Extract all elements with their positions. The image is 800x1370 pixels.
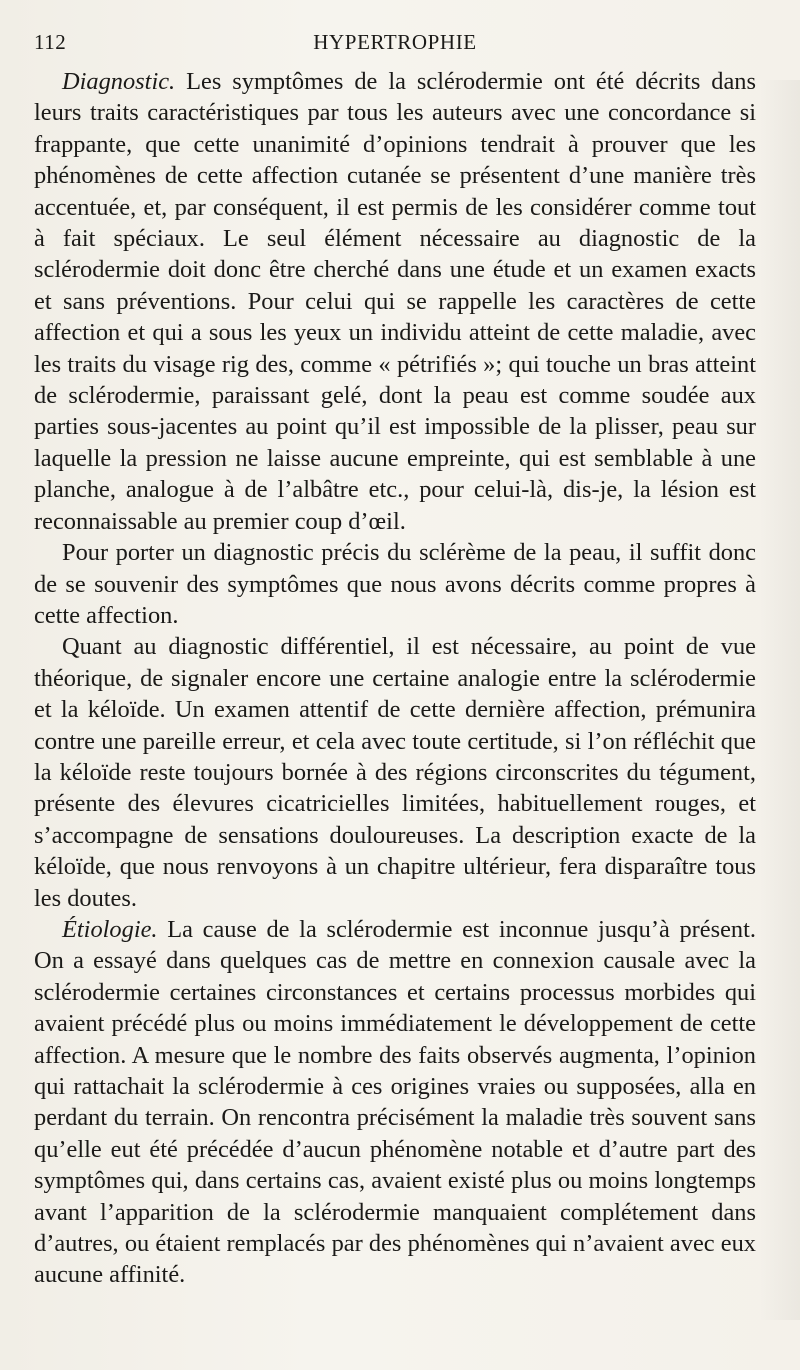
paragraph-diagnostic-precise xyxy=(34,537,756,631)
paragraph-diagnostic xyxy=(34,66,756,537)
paragraph-etiology xyxy=(34,914,756,1291)
body-text xyxy=(34,66,756,1291)
section-label-etiology: Étiologie. xyxy=(62,915,158,943)
paragraph-text: Pour porter un diagnostic précis du sclérème de la peau, il suffit donc de se souvenir des symptômes que nous avons décrits comme propres à cette affection. xyxy=(34,539,756,629)
running-head: HYPERTROPHIE xyxy=(313,30,477,54)
paragraph-text: La cause de la sclérodermie est inconnue jusqu’à présent. On a essayé dans quelques cas de mettre en connexion causale avec la sclérodermie certaines circonstances et certains processus morbides qui avaient précédé plus ou moins immédiatement le développement de cette affection. A mesure que le nombre des faits observés augmenta, l’opinion qui rattachait la sclérodermie à ces origines vraies ou supposées, alla en perdant du terrain. On rencontra précisément la maladie très souvent sans qu’elle eut été précédée d’aucun phénomène notable et d’autre part des symptômes qui, dans certains cas, avaient existé plus ou moins longtemps avant l’apparition de la sclérodermie manquaient complétement dans d’autres, ou étaient remplacés par des phénomènes qui n’avaient avec eux aucune affinité. xyxy=(34,915,756,1289)
paragraph-differential-diagnosis xyxy=(34,631,756,914)
page-number: 112 xyxy=(34,30,67,54)
show-through-shadow xyxy=(758,80,800,1320)
section-label-diagnostic: Diagnostic. xyxy=(62,68,176,95)
paragraph-text: Les symptômes de la sclérodermie ont été décrits dans leurs traits caractéristiques par tous les auteurs avec une concordance si frappante, que cette unanimité d’opinions tendrait à prouver que les phénomènes de cette affection cutanée se présentent d’une manière très accentuée, et, par conséquent, il est permis de les considérer comme tout à fait spéciaux. Le seul élément nécessaire au diagnostic de la sclérodermie doit donc être cherché dans une étude et un examen exacts et sans préventions. Pour celui qui se rappelle les caractères de cette affection et qui a sous les yeux un individu atteint de cette maladie, avec les traits du visage rig des, comme « pétrifiés »; qui touche un bras atteint de sclérodermie, paraissant gelé, dont la peau est comme soudée aux parties sous-jacentes au point qu’il est impossible de la plisser, peau sur laquelle la pression ne laisse aucune empreinte, qui est semblable à une planche, analogue à de l’albâtre etc., pour celui-là, dis-je, la lésion est reconnaissable au premier coup d’œil. xyxy=(34,68,756,535)
paragraph-text: Quant au diagnostic différentiel, il est nécessaire, au point de vue théorique, de signaler encore une certaine analogie entre la sclérodermie et la kéloïde. Un examen attentif de cette dernière affection, prémunira contre une pareille erreur, et cela avec toute certitude, si l’on réfléchit que la kéloïde reste toujours bornée à des régions circonscrites du tégument, présente des élevures cicatricielles limitées, habituellement rouges, et s’accompagne de sensations douloureuses. La description exacte de la kéloïde, que nous renvoyons à un chapitre ultérieur, fera disparaître tous les doutes. xyxy=(34,633,756,912)
page-header xyxy=(34,30,756,58)
